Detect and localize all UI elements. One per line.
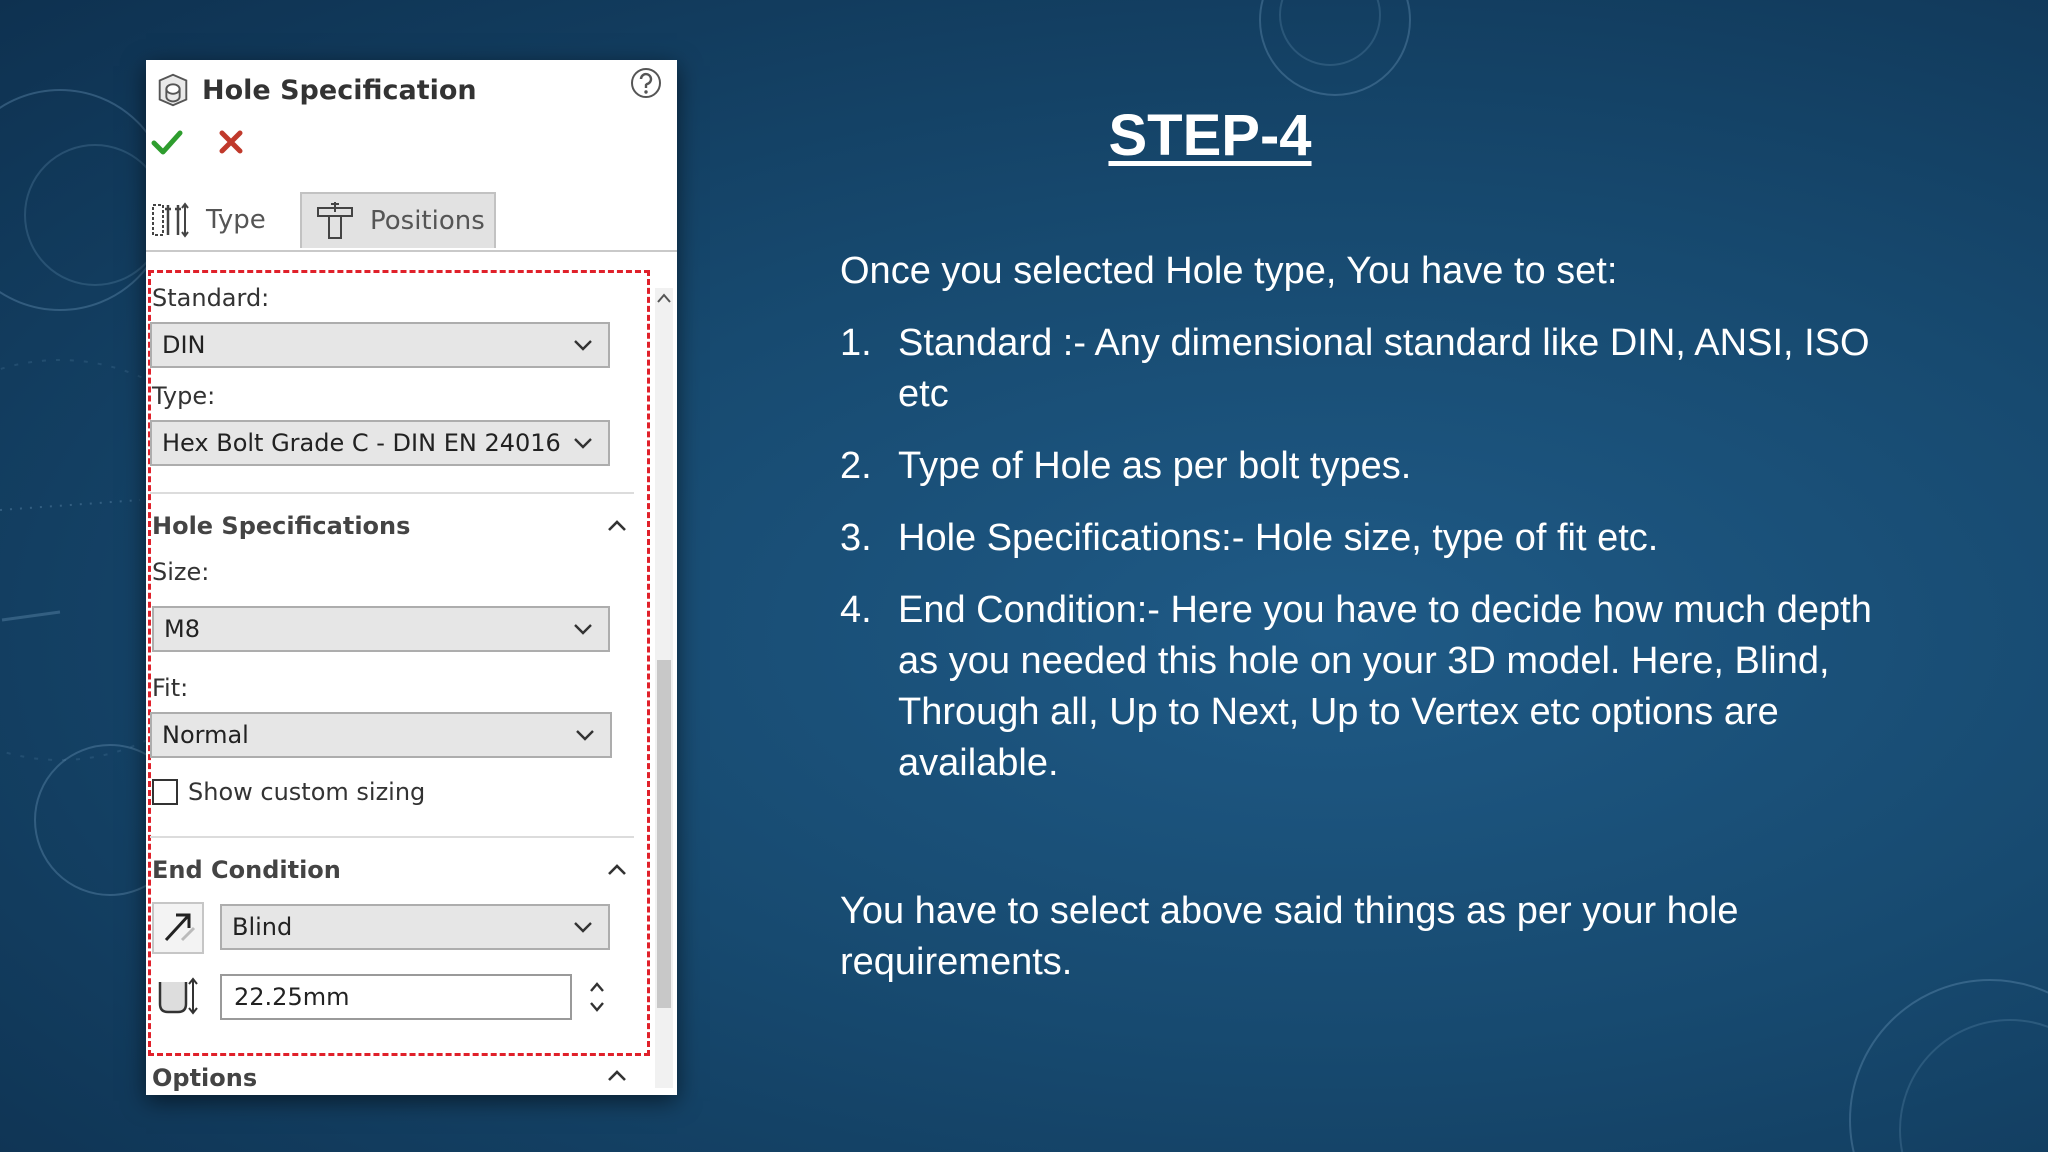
reverse-direction-button[interactable]: [152, 902, 204, 954]
collapse-hole-specifications-icon[interactable]: [602, 515, 632, 537]
fit-value: Normal: [162, 721, 249, 749]
help-icon[interactable]: [629, 66, 663, 100]
chevron-down-icon: [566, 916, 600, 938]
list-text: End Condition:- Here you have to decide how much depth as you needed this hole on your 3D model. Here, Blind, Through all, Up to Next, Up to Vertex etc options are available.: [898, 589, 1872, 784]
panel-title: Hole Specification: [202, 74, 477, 106]
list-text: Standard :- Any dimensional standard like DIN, ANSI, ISO etc: [898, 322, 1870, 415]
options-header[interactable]: Options: [152, 1064, 258, 1092]
hole-specifications-header[interactable]: Hole Specifications: [152, 512, 411, 540]
hole-specification-panel: [146, 60, 677, 1095]
positions-icon: [314, 200, 356, 242]
scroll-up-icon[interactable]: [655, 288, 673, 310]
tab-positions-label: Positions: [370, 206, 485, 236]
fit-dropdown[interactable]: [150, 712, 612, 758]
size-label: Size:: [152, 558, 210, 586]
tab-positions[interactable]: [300, 192, 496, 248]
step-list: [840, 318, 1920, 810]
show-custom-sizing-label: Show custom sizing: [188, 778, 426, 806]
end-condition-header[interactable]: End Condition: [152, 856, 341, 884]
list-text: Type of Hole as per bolt types.: [898, 445, 1412, 487]
ok-cancel-bar: [150, 122, 248, 162]
end-condition-value: Blind: [232, 913, 293, 941]
list-item: [840, 441, 1920, 492]
tab-type[interactable]: [146, 192, 300, 248]
cancel-x-icon[interactable]: [214, 125, 248, 159]
collapse-end-condition-icon[interactable]: [602, 859, 632, 881]
size-value: M8: [164, 615, 200, 643]
panel-tabs: [146, 192, 677, 252]
panel-title-bar: [154, 68, 664, 112]
list-number: 1.: [840, 322, 872, 364]
depth-input[interactable]: [220, 974, 572, 1020]
size-dropdown[interactable]: [152, 606, 610, 652]
type-value: Hex Bolt Grade C - DIN EN 24016: [162, 429, 561, 457]
list-text: Hole Specifications:- Hole size, type of fit etc.: [898, 517, 1659, 559]
section-divider: [150, 492, 634, 494]
depth-icon-holder: [152, 970, 204, 1022]
reverse-direction-icon: [156, 906, 200, 950]
standard-value: DIN: [162, 331, 206, 359]
show-custom-sizing-checkbox[interactable]: [152, 778, 425, 806]
end-condition-dropdown[interactable]: [220, 904, 610, 950]
list-item: [840, 585, 1920, 789]
list-number: 4.: [840, 589, 872, 631]
panel-scrollbar[interactable]: [655, 288, 673, 1088]
chevron-down-icon: [566, 618, 600, 640]
standard-dropdown[interactable]: [150, 322, 610, 368]
fit-label: Fit:: [152, 674, 189, 702]
chevron-down-icon: [566, 334, 600, 356]
blind-depth-icon: [156, 974, 200, 1018]
depth-value: 22.25mm: [234, 983, 350, 1011]
standard-label: Standard:: [152, 284, 270, 312]
list-item: [840, 318, 1920, 420]
hole-wizard-icon: [154, 71, 192, 109]
chevron-down-icon: [568, 724, 602, 746]
list-number: 3.: [840, 517, 872, 559]
hole-type-icon: [150, 199, 192, 241]
slide-heading: STEP-4: [1108, 103, 1312, 168]
depth-spinner-icon[interactable]: [582, 974, 612, 1020]
ok-check-icon[interactable]: [150, 125, 184, 159]
list-number: 2.: [840, 445, 872, 487]
section-divider: [150, 836, 634, 838]
checkbox-box[interactable]: [152, 779, 178, 805]
expand-options-icon[interactable]: [602, 1065, 632, 1087]
type-label: Type:: [152, 382, 216, 410]
type-dropdown[interactable]: [150, 420, 610, 466]
slide-outro: You have to select above said things as per your hole requirements.: [840, 890, 1739, 983]
tab-type-label: Type: [206, 205, 266, 235]
slide-intro: Once you selected Hole type, You have to set:: [840, 250, 1618, 292]
chevron-down-icon: [566, 432, 600, 454]
list-item: [840, 513, 1920, 564]
scrollbar-thumb[interactable]: [657, 660, 671, 1008]
